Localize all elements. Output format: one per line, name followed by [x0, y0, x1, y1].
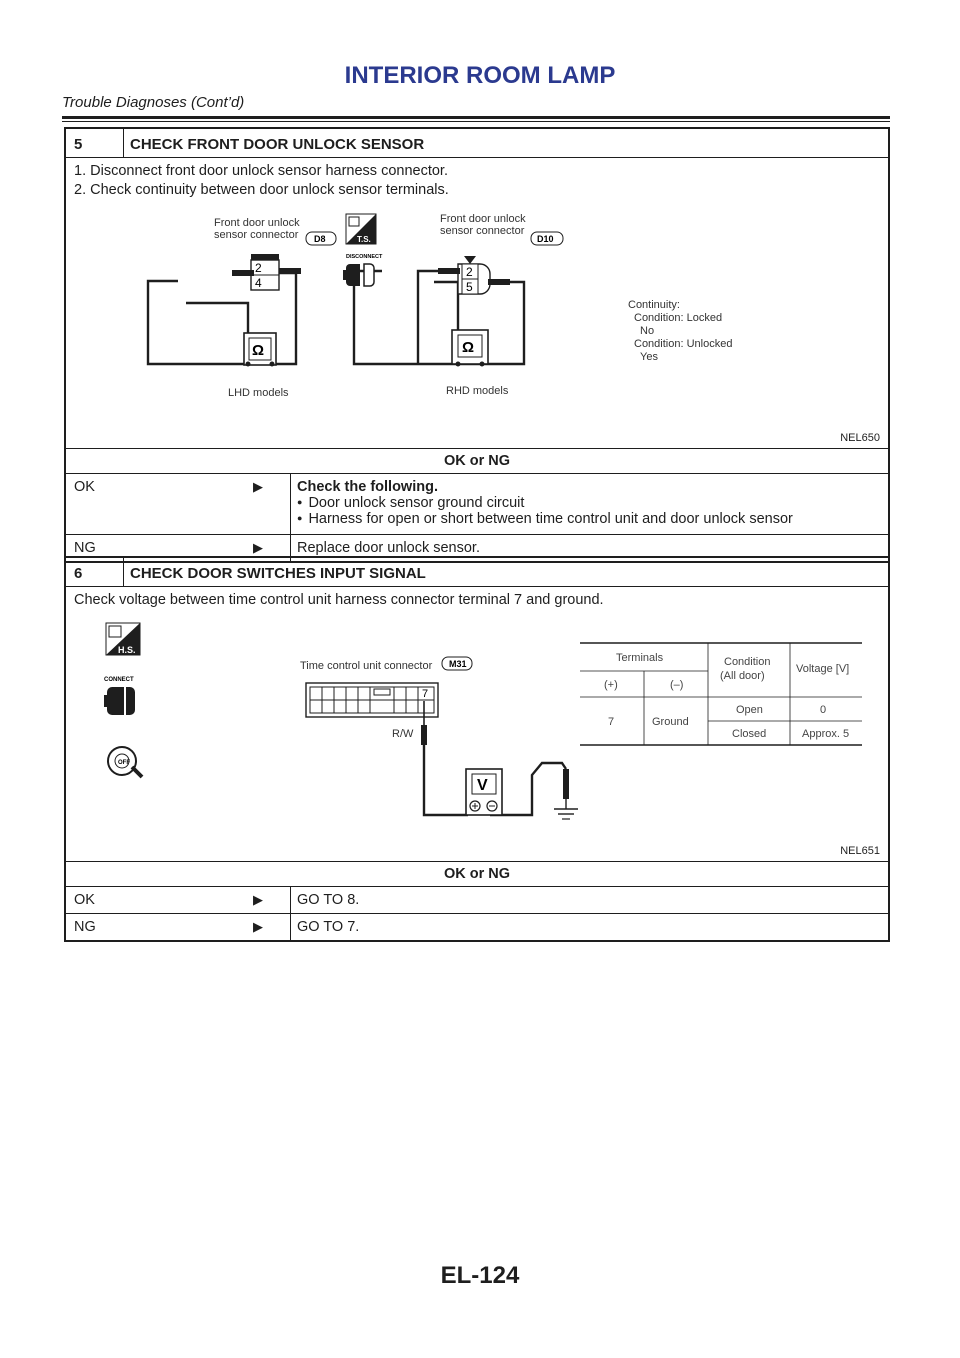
- table-cell: 7: [608, 716, 615, 728]
- connector-code: D10: [537, 234, 554, 244]
- svg-text:H.S.: H.S.: [118, 645, 136, 655]
- svg-text:T.S.: T.S.: [357, 235, 371, 244]
- terminal-label: 4: [255, 276, 262, 290]
- result-row-ng: [66, 914, 888, 940]
- table-header: Condition: [724, 656, 771, 668]
- voltage-table: [580, 643, 862, 745]
- svg-text:DISCONNECT: DISCONNECT: [346, 254, 383, 260]
- key-off-icon: [108, 747, 142, 777]
- table-cell: Approx. 5: [802, 728, 850, 740]
- ok-or-ng-row: [66, 449, 888, 474]
- page-subtitle: Trouble Diagnoses (Cont’d): [62, 94, 245, 111]
- arrow-icon: ▶: [253, 892, 263, 907]
- instruction-line: 1. Disconnect front door unlock sensor harness connector.: [74, 163, 448, 179]
- instruction-line: 2. Check continuity between door unlock sensor terminals.: [74, 182, 449, 198]
- table-header: (+): [604, 679, 618, 691]
- ground-icon: [554, 809, 578, 819]
- terminal-label: 5: [466, 280, 473, 294]
- result-row-ok: [66, 474, 888, 535]
- table-cell: Closed: [732, 728, 767, 740]
- rhd-connector-label: sensor connector: [440, 225, 525, 237]
- step-title: CHECK FRONT DOOR UNLOCK SENSOR: [130, 136, 425, 153]
- continuity-title: Continuity:: [628, 299, 680, 311]
- step-5-body: [66, 158, 888, 449]
- ok-or-ng-label: OK or NG: [443, 866, 511, 882]
- step-number: 5: [66, 129, 124, 157]
- page-number: EL-124: [440, 1262, 520, 1289]
- wire-color: R/W: [392, 728, 414, 740]
- result-text: GO TO 8.: [297, 892, 360, 908]
- step-6-body: [66, 587, 888, 862]
- svg-text:OFF: OFF: [118, 760, 130, 766]
- hs-icon: [106, 623, 140, 655]
- svg-text:CONNECT: CONNECT: [104, 677, 134, 683]
- result-label: OK: [74, 479, 95, 495]
- table-header: Terminals: [616, 652, 664, 664]
- header-rule-thin: [62, 121, 890, 122]
- terminal-label: 7: [422, 688, 429, 700]
- step-title: CHECK DOOR SWITCHES INPUT SIGNAL: [130, 565, 426, 582]
- result-content: [290, 887, 359, 913]
- connector-label: Time control unit connector: [300, 660, 433, 672]
- ohm-icon: Ω: [252, 342, 265, 359]
- voltmeter-icon: V: [477, 777, 488, 794]
- condition-locked: Condition: Locked: [634, 312, 723, 324]
- table-header: (All door): [720, 670, 765, 682]
- connector-face: [306, 683, 438, 717]
- condition-unlocked-value: Yes: [640, 351, 658, 363]
- figure-code: NEL651: [840, 845, 880, 857]
- rhd-caption: RHD models: [446, 385, 509, 397]
- ohm-icon: Ω: [462, 339, 475, 356]
- arrow-icon: ▶: [253, 919, 263, 934]
- step-6-header: [66, 558, 888, 587]
- result-label: NG: [74, 919, 96, 935]
- result-bullet: ● Harness for open or short between time control unit and door unlock sensor: [297, 511, 793, 527]
- condition-locked-value: No: [640, 325, 655, 337]
- connector-code: M31: [449, 659, 467, 669]
- connector-code: D8: [314, 234, 326, 244]
- lhd-caption: LHD models: [228, 387, 289, 399]
- step-5-box: [64, 127, 890, 563]
- ok-or-ng-label: OK or NG: [443, 453, 511, 469]
- page-title: INTERIOR ROOM LAMP: [344, 62, 616, 89]
- result-text: GO TO 7.: [297, 919, 360, 935]
- rhd-connector-label: Front door unlock: [440, 213, 526, 225]
- table-cell: Ground: [652, 716, 689, 728]
- voltage-diagram: [96, 617, 876, 839]
- ts-icon: [346, 214, 376, 244]
- result-label: NG: [74, 540, 96, 556]
- result-bullet: ● Door unlock sensor ground circuit: [297, 495, 793, 511]
- terminal-label: 2: [255, 261, 262, 275]
- step-5-header: [66, 129, 888, 158]
- continuity-diagram: [136, 206, 816, 426]
- instruction-line: Check voltage between time control unit harness connector terminal 7 and ground.: [74, 592, 604, 608]
- result-heading: Replace door unlock sensor.: [297, 540, 480, 556]
- arrow-icon: ▶: [253, 479, 263, 494]
- table-header: Voltage [V]: [796, 663, 850, 675]
- result-label: OK: [74, 892, 95, 908]
- lhd-connector-label: sensor connector: [214, 229, 299, 241]
- step-6-box: [64, 556, 890, 942]
- figure-code: NEL650: [840, 432, 880, 444]
- table-cell: Open: [736, 704, 763, 716]
- connect-icon: [104, 677, 135, 715]
- result-row-ok: [66, 887, 888, 914]
- step-number: 6: [66, 558, 124, 586]
- table-header: (–): [670, 679, 684, 691]
- ok-or-ng-row: [66, 862, 888, 887]
- result-heading: Check the following.: [297, 479, 438, 495]
- arrow-icon: ▶: [253, 540, 263, 555]
- table-cell: 0: [820, 704, 827, 716]
- condition-unlocked: Condition: Unlocked: [634, 338, 733, 350]
- terminal-label: 2: [466, 265, 473, 279]
- lhd-connector-label: Front door unlock: [214, 217, 300, 229]
- result-content: [290, 914, 359, 940]
- result-content: [290, 474, 793, 534]
- header-rule: [62, 116, 890, 119]
